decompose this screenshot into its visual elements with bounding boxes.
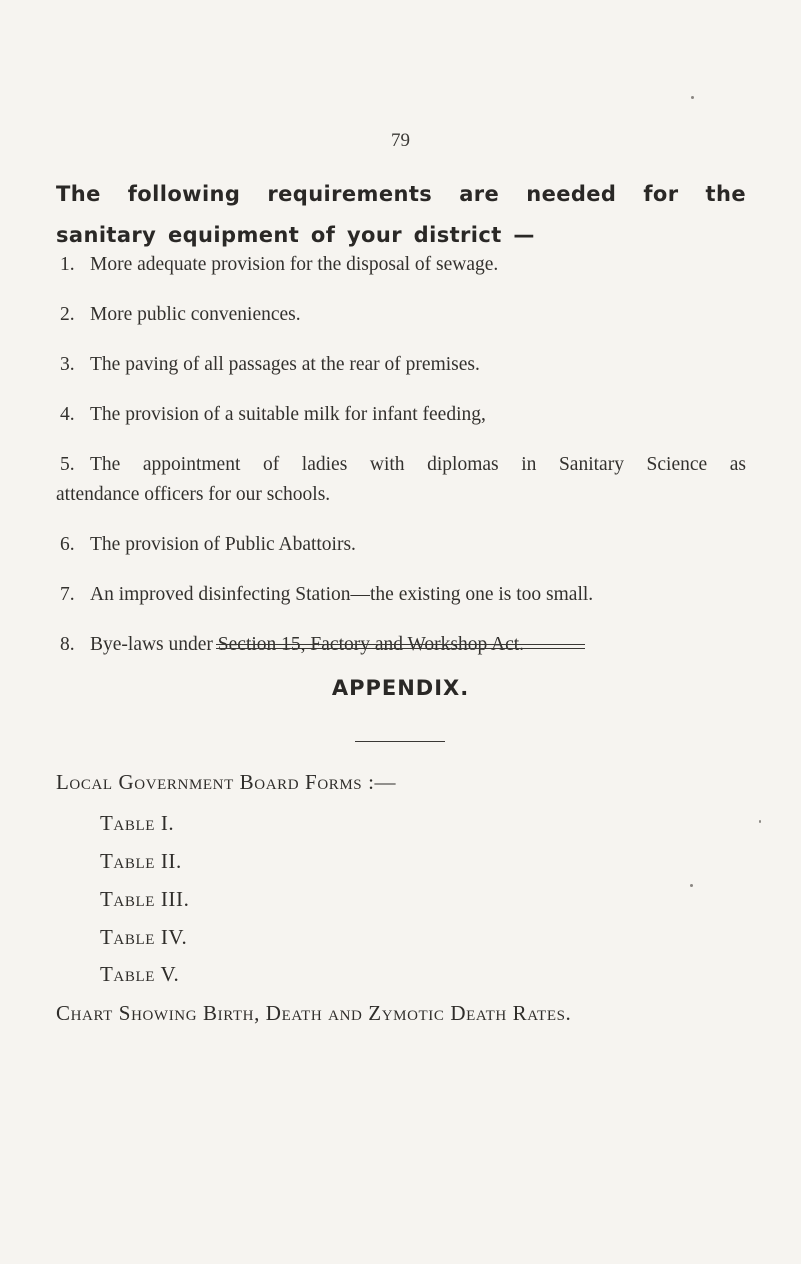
requirement-line-1 [56, 450, 746, 480]
table-list-item: Table IV. [100, 925, 188, 949]
requirement-text: The provision of Public Abattoirs. [90, 534, 356, 555]
requirements-heading [56, 174, 746, 256]
requirement-text: More adequate provision for the disposal of sewage. [90, 254, 499, 275]
paper-speck [691, 96, 694, 99]
requirement-item-4 [56, 400, 746, 430]
requirement-item-7 [56, 580, 746, 610]
requirement-item-6 [56, 530, 746, 560]
chart-caption-line: Chart Showing Birth, Death and Zymotic Death Rates. [56, 1001, 572, 1025]
appendix-title: APPENDIX. [331, 676, 470, 700]
table-list-item: Table V. [100, 962, 180, 986]
short-rule-divider [355, 741, 445, 742]
requirements-heading-line-1: The following requirements are needed for the [56, 182, 746, 206]
table-list-item: Table II. [100, 849, 182, 873]
requirement-text-continued: attendance officers for our schools. [56, 484, 331, 505]
requirement-item-2 [56, 300, 746, 330]
requirement-number: 7. [60, 584, 75, 605]
requirement-text: The appointment of ladies with diplomas in Sanitary Science as [90, 454, 746, 475]
page-number: 79 [391, 130, 410, 151]
requirement-number: 5. [60, 454, 75, 475]
requirement-number: 6. [60, 534, 75, 555]
double-rule-divider [216, 644, 585, 649]
requirement-number: 2. [60, 304, 75, 325]
paper-speck [759, 820, 761, 823]
paper-speck [690, 884, 693, 887]
requirement-text: The provision of a suitable milk for infant feeding, [90, 404, 486, 425]
requirement-item-1 [56, 250, 746, 280]
requirements-heading-line-2: sanitary equipment of your district — [56, 223, 535, 247]
requirement-text: An improved disinfecting Station—the existing one is too small. [90, 584, 594, 605]
forms-heading: Local Government Board Forms :— [56, 770, 397, 794]
requirement-text: The paving of all passages at the rear of premises. [90, 354, 480, 375]
table-list-item: Table III. [100, 887, 190, 911]
requirement-number: 1. [60, 254, 75, 275]
requirement-number: 4. [60, 404, 75, 425]
table-list-item: Table I. [100, 811, 175, 835]
requirement-number: 8. [60, 634, 75, 655]
requirement-number: 3. [60, 354, 75, 375]
requirement-text: Bye-laws under Section 15, Factory and Workshop Act. [90, 634, 525, 655]
requirement-text: More public conveniences. [90, 304, 301, 325]
requirement-item-3 [56, 350, 746, 380]
requirement-item-5 [56, 450, 746, 510]
